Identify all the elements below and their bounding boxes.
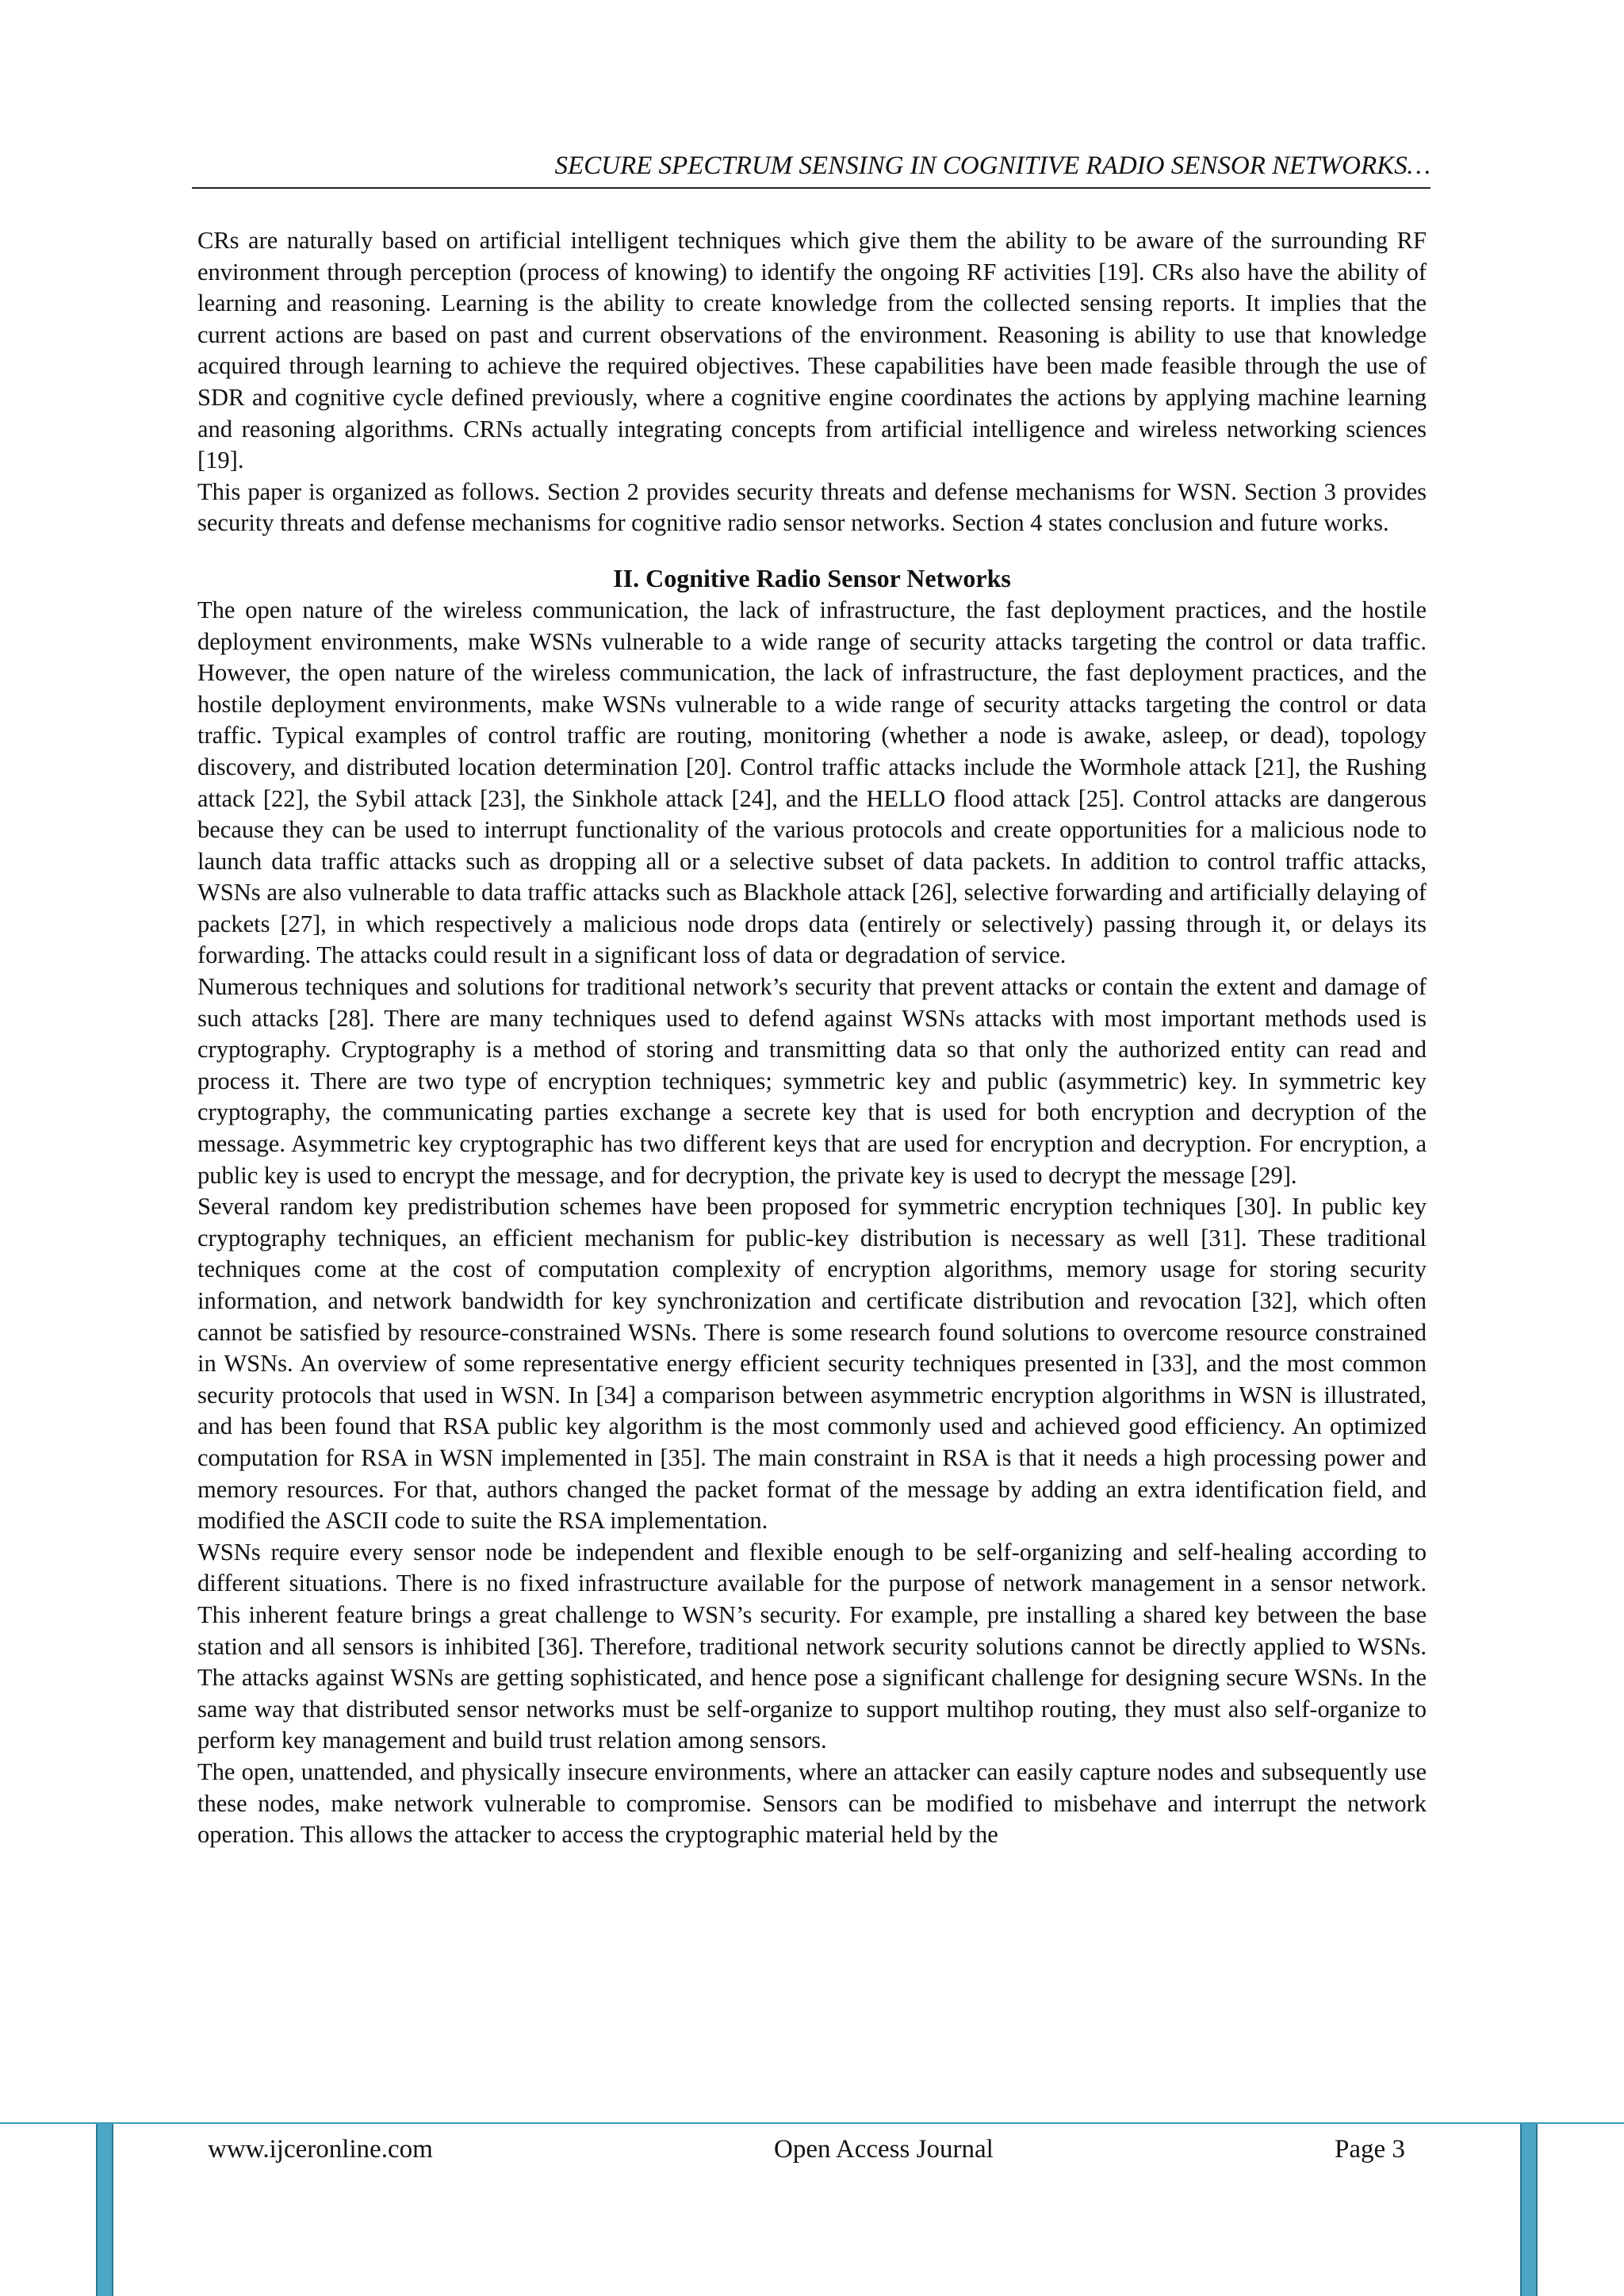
section-title: II. Cognitive Radio Sensor Networks — [613, 563, 1011, 592]
footer-journal: Open Access Journal — [774, 2135, 994, 2164]
footer-website: www.ijceronline.com — [208, 2135, 433, 2164]
section-paragraph-3: Several random key predistribution schemes have been proposed for symmetric encryption techniques [30]. In public key cryptography techniques, an efficient mechanism for public-key distribution is necessary as well [31]. These traditional techniques come at the cost of computation complexity of encryption algorithms, memory usage for storing security information, and network bandwidth for key synchronization and certificate distribution and revocation [32], which often cannot be satisfied by resource-constrained WSNs. There is some research found solutions to overcome resource constrained in WSNs. An overview of some representative energy efficient security techniques presented in [33], and the most common security protocols that used in WSN. In [34] a comparison between asymmetric encryption algorithms in WSN is illustrated, and has been found that RSA public key algorithm is the most commonly used and achieved good efficiency. An optimized computation for RSA in WSN implemented in [35]. The main constraint in RSA is that it needs a high processing power and memory resources. For that, authors changed the packet format of the message by adding an extra identification field, and modified the ASCII code to suite the RSA implementation. — [197, 1193, 1427, 1535]
intro-paragraph-2: This paper is organized as follows. Section 2 provides security threats and defense mechanisms for WSN. Section 3 provides security threats and defense mechanisms for cognitive radio sensor networks. Section 4 states conclusion and future works. — [197, 477, 1427, 537]
footer-accent-bar-left — [96, 2124, 113, 2296]
page-body — [197, 225, 1427, 1851]
intro-paragraph-1: CRs are naturally based on artificial intelligent techniques which give them the ability to be aware of the surrounding RF environment through perception (process of knowing) to identify the ongoing RF activities [19]. CRs also have the ability of learning and reasoning. Learning is the ability to create knowledge from the collected sensing reports. It implies that the current actions are based on past and current observations of the environment. Reasoning is ability to use that knowledge acquired through learning to achieve the required objectives. These capabilities have been made feasible through the use of SDR and cognitive cycle defined previously, where a cognitive engine coordinates the actions by applying machine learning and reasoning algorithms. CRNs actually integrating concepts from artificial intelligence and wireless networking sciences [19]. — [197, 227, 1427, 474]
section-paragraph-4: WSNs require every sensor node be independent and flexible enough to be self-organizing and self-healing according to different situations. There is no fixed infrastructure available for the purpose of network management in a sensor network. This inherent feature brings a great challenge to WSN’s security. For example, pre installing a shared key between the base station and all sensors is inhibited [36]. Therefore, traditional network security solutions cannot be directly applied to WSNs. The attacks against WSNs are getting sophisticated, and hence pose a significant challenge for designing secure WSNs. In the same way that distributed sensor networks must be self-organize to support multihop routing, they must also self-organize to perform key management and build trust relation among sensors. — [197, 1538, 1427, 1754]
footer-page-number: Page 3 — [1335, 2135, 1405, 2164]
footer-rule — [0, 2122, 1624, 2124]
section-paragraph-5: The open, unattended, and physically insecure environments, where an attacker can easily capture nodes and subsequently use these nodes, make network vulnerable to compromise. Sensors can be modified to misbehave and interrupt the network operation. This allows the attacker to access the cryptographic material held by the — [197, 1757, 1427, 1849]
running-header: SECURE SPECTRUM SENSING IN COGNITIVE RADIO SENSOR NETWORKS… — [192, 148, 1431, 189]
footer-accent-bar-right — [1520, 2124, 1538, 2296]
section-paragraph-2: Numerous techniques and solutions for traditional network’s security that prevent attacks or contain the extent and damage of such attacks [28]. There are many techniques used to defend against WSNs attacks with most important methods used is cryptography. Cryptography is a method of storing and transmitting data so that only the authorized entity can read and process it. There are two type of encryption techniques; symmetric key and public (asymmetric) key. In symmetric key cryptography, the communicating parties exchange a secrete key that is used for both encryption and decryption of the message. Asymmetric key cryptographic has two different keys that are used for encryption and decryption. For encryption, a public key is used to encrypt the message, and for decryption, the private key is used to decrypt the message [29]. — [197, 973, 1427, 1189]
section-paragraph-1: The open nature of the wireless communication, the lack of infrastructure, the fast deployment practices, and the hostile deployment environments, make WSNs vulnerable to a wide range of security attacks targeting the control or data traffic. However, the open nature of the wireless communication, the lack of infrastructure, the fast deployment practices, and the hostile deployment environments, make WSNs vulnerable to a wide range of security attacks targeting the control or data traffic. Typical examples of control traffic are routing, monitoring (whether a node is awake, asleep, or dead), topology discovery, and distributed location determination [20]. Control traffic attacks include the Wormhole attack [21], the Rushing attack [22], the Sybil attack [23], the Sinkhole attack [24], and the HELLO flood attack [25]. Control attacks are dangerous because they can be used to interrupt functionality of the various protocols and create opportunities for a malicious node to launch data traffic attacks such as dropping all or a selective subset of data packets. In addition to control traffic attacks, WSNs are also vulnerable to data traffic attacks such as Blackhole attack [26], selective forwarding and artificially delaying of packets [27], in which respectively a malicious node drops data (entirely or selectively) passing through it, or delays its forwarding. The attacks could result in a significant loss of data or degradation of service. — [197, 596, 1427, 969]
